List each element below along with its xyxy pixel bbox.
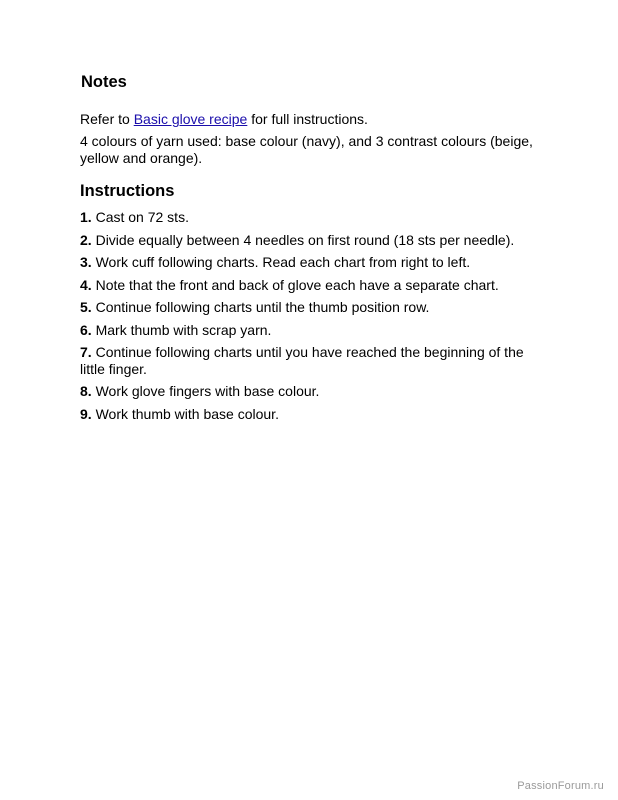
step-number: 6. — [80, 321, 92, 338]
step-number: 7. — [80, 344, 92, 360]
step-number: 1. — [80, 209, 92, 225]
instruction-step — [80, 254, 540, 271]
step-text: Mark thumb with scrap yarn. — [91, 321, 272, 338]
instructions-list — [80, 209, 540, 428]
notes-paragraph-recipe — [80, 111, 550, 128]
instruction-step — [80, 209, 540, 226]
step-number: 2. — [80, 231, 92, 248]
step-text: Continue following charts until you have reached the beginning of the little finger. — [80, 344, 524, 377]
step-number: 4. — [80, 276, 92, 293]
step-number: 5. — [80, 299, 92, 315]
step-text: Work thumb with base colour. — [91, 405, 279, 422]
instruction-step — [80, 299, 540, 316]
step-number: 8. — [80, 383, 92, 399]
instruction-step — [80, 322, 540, 339]
instruction-step — [80, 406, 540, 423]
step-text: Continue following charts until the thumb position row. — [91, 299, 430, 315]
watermark: PassionForum.ru — [517, 780, 604, 792]
step-text: Note that the front and back of glove each have a separate chart. — [91, 276, 499, 293]
notes-text-after-link: for full instructions. — [247, 111, 368, 127]
instruction-step — [80, 344, 540, 377]
basic-glove-recipe-link[interactable]: Basic glove recipe — [133, 111, 248, 127]
instruction-step — [80, 383, 540, 400]
notes-paragraph-yarn: 4 colours of yarn used: base colour (navy), and 3 contrast colours (beige, yellow and orange). — [80, 133, 533, 166]
step-number: 3. — [80, 254, 92, 270]
step-text: Work glove fingers with base colour. — [91, 383, 320, 399]
notes-text-before-link: Refer to — [80, 111, 134, 127]
instruction-step — [80, 232, 540, 249]
step-number: 9. — [80, 405, 92, 422]
notes-heading: Notes — [81, 73, 127, 91]
instructions-heading: Instructions — [80, 182, 175, 200]
instruction-step — [80, 277, 540, 294]
step-text: Cast on 72 sts. — [91, 209, 189, 225]
step-text: Divide equally between 4 needles on first round (18 sts per needle). — [91, 231, 515, 248]
step-text: Work cuff following charts. Read each chart from right to left. — [91, 254, 471, 270]
